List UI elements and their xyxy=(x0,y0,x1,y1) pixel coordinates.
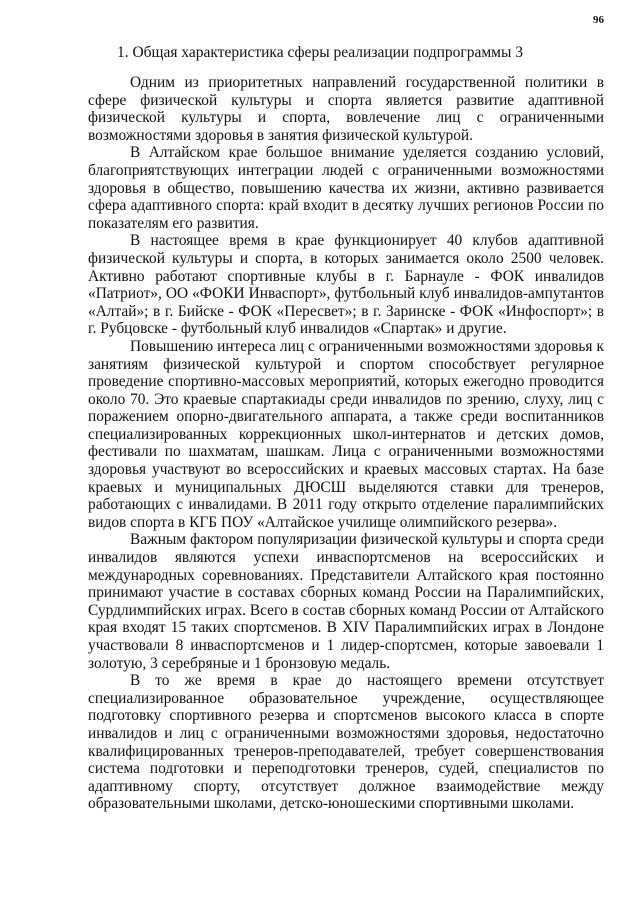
paragraph-6: В то же время в крае до настоящего времени отсутствует специализированное образовательное учреждение, осуществляющее подготовку спортивного резерва и спортсменов высокого класса в спорте инвалидов и лиц с ограниченными возможностями здоровья, недостаточно квалифицированных тренеров-преподавателей, требует совершенствования система подготовки и переподготовки тренеров, судей, специалистов по адаптивному спорту, отсутствует должное взаимодействие между образовательными школами, детско-юношескими спортивными школами. xyxy=(88,672,604,813)
paragraph-3: В настоящее время в крае функционирует 40 клубов адаптивной физической культуры и спорта, в которых занимается около 2500 человек. Активно работают спортивные клубы в г. Барнауле - ФОК инвалидов «Патриот», ОО «ФОКИ Инваспорт», футбольный клуб инвалидов-ампутантов «Алтай»; в г. Бийске - ФОК «Пересвет»; в г. Заринске - ФОК «Инфоспорт»; в г. Рубцовске - футбольный клуб инвалидов «Спартак» и другие. xyxy=(88,232,604,338)
page-number: 96 xyxy=(593,14,604,26)
body-text xyxy=(88,74,604,813)
paragraph-4: Повышению интереса лиц с ограниченными возможностями здоровья к занятиям физической культурой и спортом способствует регулярное проведение спортивно-массовых мероприятий, которых ежегодно проводится около 70. Это краевые спартакиады среди инвалидов по зрению, слуху, лиц с поражением опорно-двигательного аппарата, а также среди воспитанников специализированных коррекционных школ-интернатов и детских домов, фестивали по шахматам, шашкам. Лица с ограниченными возможностями здоровья участвуют во всероссийских и краевых массовых стартах. На базе краевых и муниципальных ДЮСШ выделяются ставки для тренеров, работающих с инвалидами. В 2011 году открыто отделение паралимпийских видов спорта в КГБ ПОУ «Алтайское училище олимпийского резерва». xyxy=(88,337,604,531)
paragraph-2: В Алтайском крае большое внимание уделяется созданию условий, благоприятствующих интеграции людей с ограниченными возможностями здоровья в общество, повышению качества их жизни, активно развивается сфера адаптивного спорта: край входит в десятку лучших регионов России по показателям его развития. xyxy=(88,144,604,232)
section-title: 1. Общая характеристика сферы реализации подпрограммы 3 xyxy=(116,44,524,61)
paragraph-1: Одним из приоритетных направлений государственной политики в сфере физической культуры и спорта является развитие адаптивной физической культуры и спорта, вовлечение лиц с ограниченными возможностями здоровья в занятия физической культурой. xyxy=(88,74,604,144)
paragraph-5: Важным фактором популяризации физической культуры и спорта среди инвалидов являются успехи инваспортсменов на всероссийских и международных соревнованиях. Представители Алтайского края постоянно принимают участие в составах сборных команд России на Паралимпийских, Сурдлимпийских играх. Всего в состав сборных команд России от Алтайского края входят 15 таких спортсменов. В XIV Паралимпийских играх в Лондоне участвовали 8 инваспортсменов и 1 лидер-спортсмен, которые завоевали 1 золотую, 3 серебряные и 1 бронзовую медаль. xyxy=(88,531,604,672)
